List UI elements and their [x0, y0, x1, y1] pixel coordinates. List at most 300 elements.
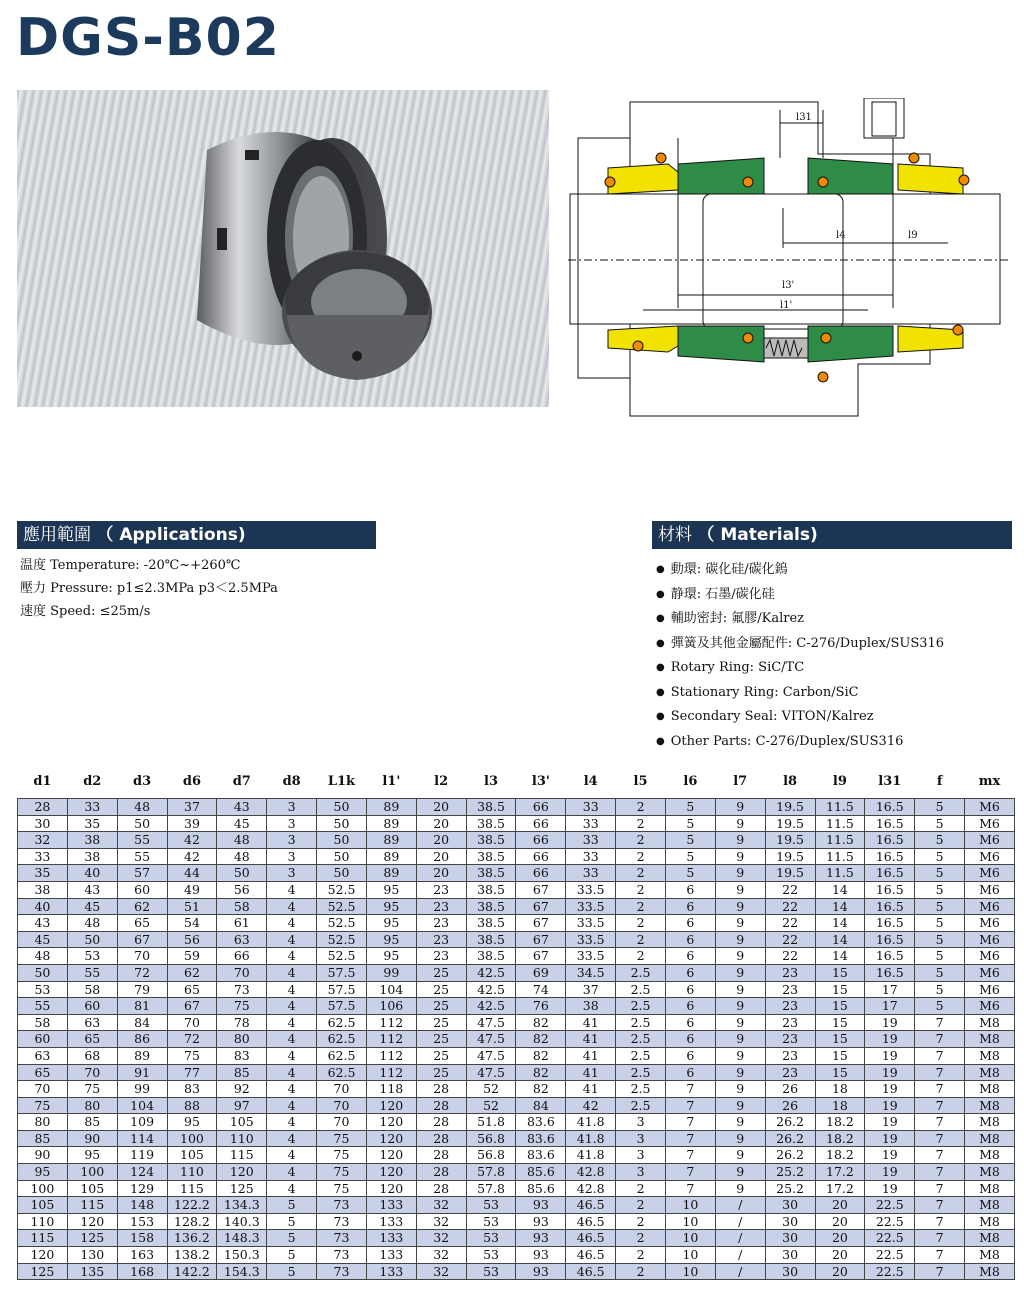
table-cell: 14: [815, 915, 865, 932]
table-cell: 80: [67, 1097, 117, 1114]
table-cell: 62.5: [317, 1031, 367, 1048]
table-cell: 105: [67, 1180, 117, 1197]
table-cell: 37: [167, 799, 217, 816]
table-cell: M8: [965, 1197, 1015, 1214]
table-cell: 85: [217, 1064, 267, 1081]
table-row: [18, 1081, 1015, 1098]
column-header: l4: [583, 774, 598, 789]
materials-header: [652, 521, 1012, 549]
table-cell: 51: [167, 898, 217, 915]
table-cell: 2.5: [616, 981, 666, 998]
table-cell: 9: [715, 1147, 765, 1164]
table-row: [18, 1180, 1015, 1197]
table-cell: 22: [765, 948, 815, 965]
table-cell: 9: [715, 848, 765, 865]
table-cell: 7: [915, 1031, 965, 1048]
label-l3p: l3': [782, 280, 795, 291]
table-cell: 124: [117, 1164, 167, 1181]
table-cell: 5: [915, 865, 965, 882]
table-cell: 4: [267, 931, 317, 948]
table-cell: 23: [416, 881, 466, 898]
table-cell: 104: [366, 981, 416, 998]
table-cell: 2.5: [616, 964, 666, 981]
table-cell: 14: [815, 898, 865, 915]
table-cell: 83: [167, 1081, 217, 1098]
table-cell: 65: [117, 915, 167, 932]
table-cell: 16.5: [865, 832, 915, 849]
table-cell: 20: [416, 848, 466, 865]
table-cell: 50: [317, 799, 367, 816]
table-cell: 16.5: [865, 799, 915, 816]
table-cell: 86: [117, 1031, 167, 1048]
table-row: [18, 998, 1015, 1015]
table-cell: 42: [167, 832, 217, 849]
table-cell: M8: [965, 1213, 1015, 1230]
table-cell: M8: [965, 1114, 1015, 1131]
table-cell: 46.5: [566, 1213, 616, 1230]
table-cell: 37: [566, 981, 616, 998]
table-cell: 3: [267, 799, 317, 816]
table-row: [18, 948, 1015, 965]
table-cell: 10: [665, 1247, 715, 1264]
table-cell: 130: [67, 1247, 117, 1264]
table-cell: 7: [915, 1047, 965, 1064]
table-cell: 56: [217, 881, 267, 898]
table-cell: 78: [217, 1014, 267, 1031]
table-cell: 105: [217, 1114, 267, 1131]
table-cell: 7: [665, 1130, 715, 1147]
table-row: [18, 815, 1015, 832]
table-cell: 5: [915, 815, 965, 832]
table-cell: 15: [815, 964, 865, 981]
table-row: [18, 1064, 1015, 1081]
table-cell: 7: [665, 1081, 715, 1098]
table-cell: 9: [715, 815, 765, 832]
table-cell: 6: [665, 1047, 715, 1064]
table-cell: 53: [67, 948, 117, 965]
table-cell: 58: [67, 981, 117, 998]
product-title: DGS-B02: [16, 8, 280, 68]
table-cell: 3: [616, 1147, 666, 1164]
table-cell: 114: [117, 1130, 167, 1147]
table-cell: 4: [267, 915, 317, 932]
table-cell: /: [715, 1197, 765, 1214]
table-cell: 2: [616, 1247, 666, 1264]
table-cell: 20: [416, 799, 466, 816]
table-row: [18, 881, 1015, 898]
table-cell: 30: [765, 1197, 815, 1214]
table-cell: 32: [416, 1197, 466, 1214]
table-cell: 42: [167, 848, 217, 865]
table-cell: 4: [267, 1097, 317, 1114]
table-cell: 89: [366, 848, 416, 865]
table-cell: 6: [665, 915, 715, 932]
table-cell: 84: [117, 1014, 167, 1031]
column-header: d3: [133, 774, 152, 789]
table-cell: 5: [267, 1213, 317, 1230]
table-cell: 33: [566, 865, 616, 882]
column-header: f: [936, 774, 943, 789]
table-cell: 10: [665, 1197, 715, 1214]
table-row: [18, 832, 1015, 849]
table-cell: 66: [516, 848, 566, 865]
table-cell: 6: [665, 931, 715, 948]
table-cell: 73: [317, 1263, 367, 1280]
table-cell: 33.5: [566, 915, 616, 932]
table-cell: 19: [865, 1147, 915, 1164]
table-cell: 59: [167, 948, 217, 965]
table-cell: 7: [915, 1230, 965, 1247]
table-cell: 30: [18, 815, 68, 832]
table-cell: 53: [466, 1263, 516, 1280]
table-cell: 70: [117, 948, 167, 965]
table-cell: 77: [167, 1064, 217, 1081]
table-cell: 41.8: [566, 1114, 616, 1131]
table-cell: 2.5: [616, 1081, 666, 1098]
table-cell: 18.2: [815, 1130, 865, 1147]
table-cell: 93: [516, 1213, 566, 1230]
table-cell: 9: [715, 1081, 765, 1098]
table-cell: 70: [317, 1081, 367, 1098]
table-cell: 95: [18, 1164, 68, 1181]
table-cell: 53: [18, 981, 68, 998]
table-cell: 5: [665, 815, 715, 832]
table-cell: 20: [815, 1213, 865, 1230]
column-header: d1: [33, 774, 52, 789]
table-cell: 6: [665, 948, 715, 965]
table-cell: 5: [665, 832, 715, 849]
table-cell: 22.5: [865, 1197, 915, 1214]
table-cell: 45: [217, 815, 267, 832]
table-cell: 7: [665, 1180, 715, 1197]
table-cell: 48: [67, 915, 117, 932]
table-cell: 5: [665, 848, 715, 865]
table-cell: 60: [18, 1031, 68, 1048]
table-cell: 6: [665, 1031, 715, 1048]
seal-photo-illustration: [17, 90, 549, 407]
table-cell: 112: [366, 1014, 416, 1031]
table-cell: 38: [67, 832, 117, 849]
table-cell: 136.2: [167, 1230, 217, 1247]
table-cell: 115: [217, 1147, 267, 1164]
table-row: [18, 865, 1015, 882]
table-cell: 9: [715, 1130, 765, 1147]
table-cell: 125: [67, 1230, 117, 1247]
table-cell: 66: [516, 832, 566, 849]
table-cell: 56.8: [466, 1147, 516, 1164]
table-cell: 47.5: [466, 1047, 516, 1064]
table-cell: 4: [267, 948, 317, 965]
table-cell: 2.5: [616, 1097, 666, 1114]
table-cell: 67: [167, 998, 217, 1015]
table-cell: 11.5: [815, 865, 865, 882]
column-header: l5: [633, 774, 648, 789]
table-cell: 19: [865, 1031, 915, 1048]
table-cell: 30: [765, 1230, 815, 1247]
table-cell: 95: [167, 1114, 217, 1131]
cross-section-drawing: [568, 98, 1008, 418]
column-header: l31: [878, 774, 902, 789]
table-cell: 125: [18, 1263, 68, 1280]
table-cell: 19: [865, 1064, 915, 1081]
table-cell: 19: [865, 1114, 915, 1131]
table-cell: 10: [665, 1213, 715, 1230]
table-cell: 97: [217, 1097, 267, 1114]
table-cell: M6: [965, 981, 1015, 998]
table-cell: 25: [416, 981, 466, 998]
table-cell: 20: [815, 1263, 865, 1280]
table-cell: 134.3: [217, 1197, 267, 1214]
column-header: d6: [182, 774, 202, 789]
table-cell: 4: [267, 998, 317, 1015]
table-cell: 133: [366, 1230, 416, 1247]
table-cell: 28: [416, 1097, 466, 1114]
table-cell: 11.5: [815, 799, 865, 816]
table-cell: 67: [516, 931, 566, 948]
table-cell: 16.5: [865, 931, 915, 948]
table-cell: 9: [715, 898, 765, 915]
column-header: d7: [232, 774, 251, 789]
table-cell: 82: [516, 1064, 566, 1081]
table-cell: 44: [167, 865, 217, 882]
table-cell: 2.5: [616, 1031, 666, 1048]
table-cell: 22.5: [865, 1263, 915, 1280]
table-cell: 7: [915, 1064, 965, 1081]
table-cell: 23: [765, 1031, 815, 1048]
column-header: l8: [783, 774, 798, 789]
table-cell: 52.5: [317, 931, 367, 948]
table-cell: 120: [366, 1147, 416, 1164]
column-header: l3': [531, 774, 550, 789]
table-cell: 66: [516, 815, 566, 832]
table-cell: 73: [317, 1213, 367, 1230]
table-cell: 6: [665, 881, 715, 898]
table-cell: 56.8: [466, 1130, 516, 1147]
table-cell: 38: [18, 881, 68, 898]
table-cell: 33: [67, 799, 117, 816]
table-cell: 73: [317, 1247, 367, 1264]
table-cell: 5: [915, 898, 965, 915]
table-cell: 60: [67, 998, 117, 1015]
table-cell: 80: [217, 1031, 267, 1048]
table-cell: 52.5: [317, 948, 367, 965]
table-cell: 7: [915, 1097, 965, 1114]
table-cell: 89: [117, 1047, 167, 1064]
table-cell: 23: [416, 948, 466, 965]
table-cell: 50: [317, 865, 367, 882]
table-cell: 48: [117, 799, 167, 816]
table-cell: 63: [18, 1047, 68, 1064]
table-cell: 42.8: [566, 1180, 616, 1197]
table-cell: 3: [267, 832, 317, 849]
table-cell: 22: [765, 881, 815, 898]
table-cell: 112: [366, 1064, 416, 1081]
table-cell: 43: [67, 881, 117, 898]
table-cell: 35: [67, 815, 117, 832]
table-cell: 115: [18, 1230, 68, 1247]
table-cell: 15: [815, 1064, 865, 1081]
table-cell: 18: [815, 1081, 865, 1098]
material-line: ● Stationary Ring: Carbon/SiC: [656, 681, 944, 706]
table-cell: 118: [366, 1081, 416, 1098]
table-cell: 4: [267, 1130, 317, 1147]
table-cell: 19.5: [765, 865, 815, 882]
table-cell: 83: [217, 1047, 267, 1064]
table-cell: 112: [366, 1031, 416, 1048]
column-header: d8: [282, 774, 301, 789]
table-cell: 85.6: [516, 1164, 566, 1181]
table-cell: 25: [416, 964, 466, 981]
table-cell: 26.2: [765, 1114, 815, 1131]
table-cell: 42.5: [466, 981, 516, 998]
table-row: [18, 1197, 1015, 1214]
table-cell: 9: [715, 1014, 765, 1031]
table-cell: 2: [616, 848, 666, 865]
table-cell: 109: [117, 1114, 167, 1131]
table-cell: 9: [715, 931, 765, 948]
table-cell: 20: [815, 1230, 865, 1247]
table-cell: 34.5: [566, 964, 616, 981]
table-cell: 91: [117, 1064, 167, 1081]
application-line: 壓力 Pressure: p1≤2.3MPa p3＜2.5MPa: [20, 581, 278, 596]
table-cell: 9: [715, 1064, 765, 1081]
table-cell: 67: [516, 915, 566, 932]
table-cell: 22.5: [865, 1230, 915, 1247]
application-line: 温度 Temperature: -20℃~+260℃: [20, 558, 241, 573]
table-cell: M8: [965, 1263, 1015, 1280]
table-cell: 33: [18, 848, 68, 865]
table-cell: 57.5: [317, 981, 367, 998]
table-cell: 82: [516, 1047, 566, 1064]
table-cell: 2: [616, 1213, 666, 1230]
table-cell: 2: [616, 799, 666, 816]
table-cell: 2: [616, 931, 666, 948]
table-row: [18, 1031, 1015, 1048]
table-cell: 38.5: [466, 915, 516, 932]
table-cell: 30: [765, 1213, 815, 1230]
table-cell: 50: [67, 931, 117, 948]
table-cell: 85.6: [516, 1180, 566, 1197]
table-cell: 67: [117, 931, 167, 948]
table-cell: 5: [665, 865, 715, 882]
table-cell: 19.5: [765, 799, 815, 816]
table-cell: 7: [915, 1130, 965, 1147]
table-cell: 90: [18, 1147, 68, 1164]
table-cell: 72: [117, 964, 167, 981]
table-cell: 5: [267, 1263, 317, 1280]
product-photo: [17, 90, 549, 407]
table-cell: 75: [317, 1130, 367, 1147]
material-line: ● Rotary Ring: SiC/TC: [656, 656, 944, 681]
label-l4: l4: [836, 230, 846, 241]
table-body: [18, 799, 1015, 1280]
table-cell: 57.8: [466, 1164, 516, 1181]
table-cell: 50: [217, 865, 267, 882]
table-cell: 7: [915, 1263, 965, 1280]
table-cell: 95: [366, 881, 416, 898]
table-cell: 7: [915, 1164, 965, 1181]
table-cell: /: [715, 1213, 765, 1230]
table-cell: 2: [616, 865, 666, 882]
table-cell: 19: [865, 1014, 915, 1031]
table-cell: 89: [366, 865, 416, 882]
table-cell: 19.5: [765, 848, 815, 865]
table-cell: 95: [366, 931, 416, 948]
table-cell: 128.2: [167, 1213, 217, 1230]
table-cell: 14: [815, 931, 865, 948]
table-cell: 25.2: [765, 1164, 815, 1181]
table-cell: 9: [715, 832, 765, 849]
table-cell: 3: [267, 815, 317, 832]
table-cell: 47.5: [466, 1064, 516, 1081]
table-cell: 115: [67, 1197, 117, 1214]
table-cell: 53: [466, 1230, 516, 1247]
table-cell: 55: [117, 848, 167, 865]
table-cell: 32: [416, 1247, 466, 1264]
table-cell: 100: [167, 1130, 217, 1147]
table-cell: 18.2: [815, 1147, 865, 1164]
table-cell: 16.5: [865, 815, 915, 832]
table-cell: 40: [67, 865, 117, 882]
table-cell: M8: [965, 1180, 1015, 1197]
table-cell: M8: [965, 1164, 1015, 1181]
table-cell: 9: [715, 981, 765, 998]
table-cell: 112: [366, 1047, 416, 1064]
table-row: [18, 1130, 1015, 1147]
table-row: [18, 931, 1015, 948]
table-cell: 25: [416, 1047, 466, 1064]
table-cell: 7: [665, 1164, 715, 1181]
table-cell: 33: [566, 799, 616, 816]
table-cell: 62.5: [317, 1047, 367, 1064]
table-cell: 62: [167, 964, 217, 981]
table-cell: 7: [665, 1114, 715, 1131]
table-cell: 38.5: [466, 931, 516, 948]
table-cell: 22: [765, 931, 815, 948]
table-cell: 53: [466, 1213, 516, 1230]
table-cell: 70: [167, 1014, 217, 1031]
column-header: l3: [484, 774, 498, 789]
table-cell: 66: [516, 865, 566, 882]
table-cell: 32: [18, 832, 68, 849]
table-cell: 80: [18, 1114, 68, 1131]
table-cell: 89: [366, 832, 416, 849]
table-cell: 129: [117, 1180, 167, 1197]
table-cell: 9: [715, 1047, 765, 1064]
table-cell: 120: [366, 1097, 416, 1114]
table-cell: 2: [616, 948, 666, 965]
table-cell: 110: [18, 1213, 68, 1230]
table-cell: 75: [317, 1147, 367, 1164]
table-cell: 16.5: [865, 915, 915, 932]
table-cell: 75: [18, 1097, 68, 1114]
table-cell: 38.5: [466, 881, 516, 898]
table-cell: 95: [67, 1147, 117, 1164]
table-cell: M6: [965, 998, 1015, 1015]
label-l9: l9: [908, 230, 918, 241]
table-cell: 25: [416, 1064, 466, 1081]
table-cell: 46.5: [566, 1263, 616, 1280]
table-cell: 41.8: [566, 1147, 616, 1164]
material-line: ● 輔助密封: 氟膠/Kalrez: [656, 607, 944, 632]
table-cell: 23: [416, 898, 466, 915]
application-line: 速度 Speed: ≤25m/s: [20, 604, 151, 619]
table-cell: 74: [516, 981, 566, 998]
table-cell: 73: [317, 1230, 367, 1247]
table-cell: 25.2: [765, 1180, 815, 1197]
table-cell: 148: [117, 1197, 167, 1214]
table-cell: 6: [665, 981, 715, 998]
